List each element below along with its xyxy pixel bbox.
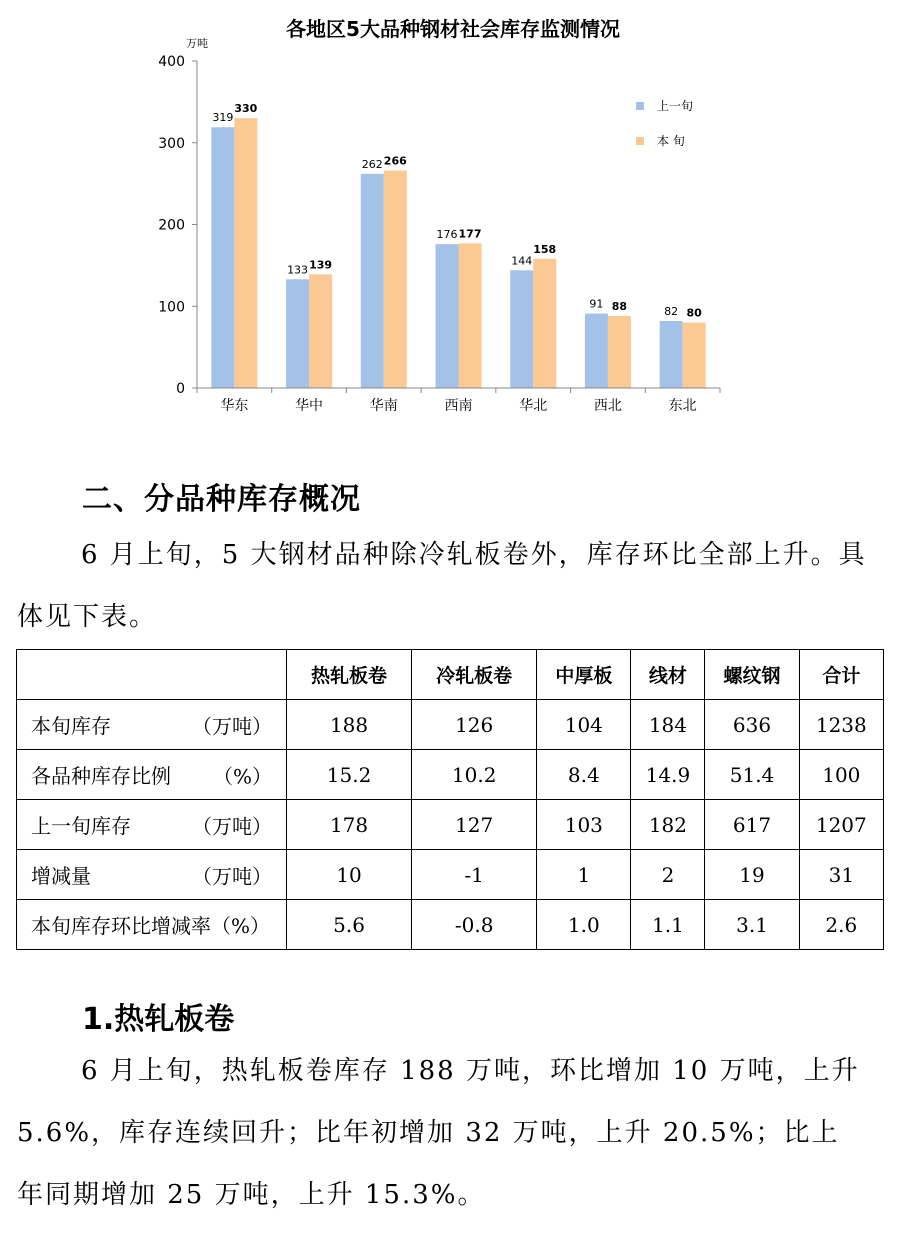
table-row bbox=[17, 700, 884, 750]
column-header: 合计 bbox=[799, 650, 883, 700]
data-label: 144 bbox=[511, 254, 533, 268]
data-label: 133 bbox=[287, 263, 309, 277]
column-header: 螺纹钢 bbox=[705, 650, 799, 700]
data-label: 266 bbox=[383, 154, 407, 168]
row-label-cell bbox=[17, 850, 287, 900]
chart-legend bbox=[636, 98, 693, 148]
table-header-row bbox=[17, 650, 884, 700]
bar bbox=[533, 259, 556, 388]
table-cell: 1.0 bbox=[537, 900, 631, 950]
bar bbox=[384, 171, 407, 388]
bar bbox=[608, 316, 631, 388]
bar bbox=[585, 314, 608, 388]
bar bbox=[309, 274, 332, 388]
data-label: 319 bbox=[212, 111, 234, 125]
column-header: 线材 bbox=[631, 650, 705, 700]
bar bbox=[361, 174, 384, 388]
x-category-label: 华中 bbox=[295, 398, 324, 414]
table-cell: 182 bbox=[631, 800, 705, 850]
table-cell: -1 bbox=[412, 850, 537, 900]
table-cell: 8.4 bbox=[537, 750, 631, 800]
row-unit: （万吨） bbox=[192, 864, 272, 888]
data-label: 91 bbox=[589, 297, 604, 311]
table-cell: 1238 bbox=[799, 700, 883, 750]
intro-paragraph: 6 月上旬，5 大钢材品种除冷轧板卷外，库存环比全部上升。具体见下表。 bbox=[17, 540, 867, 632]
table-cell: 184 bbox=[631, 700, 705, 750]
table-cell: 2.6 bbox=[799, 900, 883, 950]
x-category-label: 西北 bbox=[593, 398, 622, 414]
table-cell: 104 bbox=[537, 700, 631, 750]
row-label: 本旬库存 bbox=[31, 714, 111, 738]
table-cell: 126 bbox=[412, 700, 537, 750]
row-label-cell bbox=[17, 900, 287, 950]
legend-swatch bbox=[636, 102, 644, 110]
inventory-table bbox=[16, 649, 884, 950]
row-label: 各品种库存比例 bbox=[31, 764, 171, 788]
y-tick-label: 100 bbox=[158, 299, 185, 316]
bar bbox=[286, 279, 309, 388]
bar-group bbox=[211, 102, 705, 388]
data-label: 80 bbox=[686, 306, 702, 320]
row-unit: （万吨） bbox=[192, 814, 272, 838]
table-cell: 1 bbox=[537, 850, 631, 900]
hot-rolled-paragraph: 6 月上旬，热轧板卷库存 188 万吨，环比增加 10 万吨，上升 5.6%，库存连续回升；比年初增加 32 万吨，上升 20.5%；比上年同期增加 25 万吨，上升 15.3%。 bbox=[17, 1056, 860, 1210]
table-corner-cell bbox=[17, 650, 287, 700]
x-category-label: 华东 bbox=[220, 398, 249, 414]
x-category-label: 华北 bbox=[519, 398, 548, 414]
column-header: 冷轧板卷 bbox=[412, 650, 537, 700]
data-label: 177 bbox=[458, 227, 482, 241]
table-cell: 10.2 bbox=[412, 750, 537, 800]
bar bbox=[211, 127, 234, 388]
table-cell: 178 bbox=[287, 800, 412, 850]
row-label: 上一旬库存 bbox=[31, 814, 131, 838]
table-cell: 51.4 bbox=[705, 750, 799, 800]
row-label-cell bbox=[17, 800, 287, 850]
y-tick-label: 200 bbox=[158, 217, 185, 234]
column-header: 热轧板卷 bbox=[287, 650, 412, 700]
table-cell: 1207 bbox=[799, 800, 883, 850]
x-axis bbox=[197, 388, 720, 414]
subsection-title: 1.热轧板卷 bbox=[82, 1002, 235, 1037]
table-row bbox=[17, 850, 884, 900]
table-cell: 31 bbox=[799, 850, 883, 900]
table-cell: 10 bbox=[287, 850, 412, 900]
data-label: 330 bbox=[234, 102, 258, 116]
table-row bbox=[17, 800, 884, 850]
inventory-bar-chart bbox=[0, 0, 900, 440]
table-cell: 5.6 bbox=[287, 900, 412, 950]
data-label: 176 bbox=[436, 228, 458, 242]
y-axis-unit-label: 万吨 bbox=[186, 37, 208, 50]
x-category-label: 东北 bbox=[668, 398, 697, 414]
y-tick-label: 400 bbox=[158, 54, 185, 70]
bar bbox=[510, 270, 533, 388]
table-cell: 15.2 bbox=[287, 750, 412, 800]
column-header: 中厚板 bbox=[537, 650, 631, 700]
data-label: 88 bbox=[611, 300, 628, 314]
table-row bbox=[17, 900, 884, 950]
row-label-cell bbox=[17, 750, 287, 800]
row-label: 增减量 bbox=[31, 864, 91, 888]
table-cell: 100 bbox=[799, 750, 883, 800]
table-cell: 188 bbox=[287, 700, 412, 750]
data-label: 262 bbox=[361, 157, 383, 171]
legend-label: 上一旬 bbox=[657, 99, 694, 113]
table-cell: 1.1 bbox=[631, 900, 705, 950]
table-cell: 127 bbox=[412, 800, 537, 850]
y-axis bbox=[158, 54, 197, 397]
row-unit: （%） bbox=[212, 764, 272, 788]
chart-title: 各地区5大品种钢材社会库存监测情况 bbox=[286, 17, 620, 41]
table-cell: 19 bbox=[705, 850, 799, 900]
x-category-label: 西南 bbox=[444, 398, 473, 414]
table-cell: 103 bbox=[537, 800, 631, 850]
bar bbox=[234, 118, 257, 388]
bar bbox=[436, 244, 459, 388]
legend-swatch bbox=[636, 137, 644, 145]
y-tick-label: 300 bbox=[158, 135, 185, 152]
row-label-cell bbox=[17, 700, 287, 750]
table-cell: 3.1 bbox=[705, 900, 799, 950]
legend-label: 本 旬 bbox=[657, 134, 685, 148]
bar bbox=[459, 243, 482, 388]
bar bbox=[683, 323, 706, 388]
table-cell: 2 bbox=[631, 850, 705, 900]
table-row bbox=[17, 750, 884, 800]
table-cell: 617 bbox=[705, 800, 799, 850]
row-unit: （万吨） bbox=[192, 714, 272, 738]
section-title: 二、分品种库存概况 bbox=[82, 482, 361, 517]
data-label: 158 bbox=[533, 242, 557, 256]
data-label: 139 bbox=[309, 258, 333, 272]
table-cell: -0.8 bbox=[412, 900, 537, 950]
table-cell: 14.9 bbox=[631, 750, 705, 800]
row-label: 本旬库存环比增减率（%） bbox=[31, 914, 271, 938]
y-tick-label: 0 bbox=[176, 381, 185, 397]
bar bbox=[660, 321, 683, 388]
data-label: 82 bbox=[664, 304, 679, 318]
x-category-label: 华南 bbox=[369, 398, 398, 414]
table-cell: 636 bbox=[705, 700, 799, 750]
